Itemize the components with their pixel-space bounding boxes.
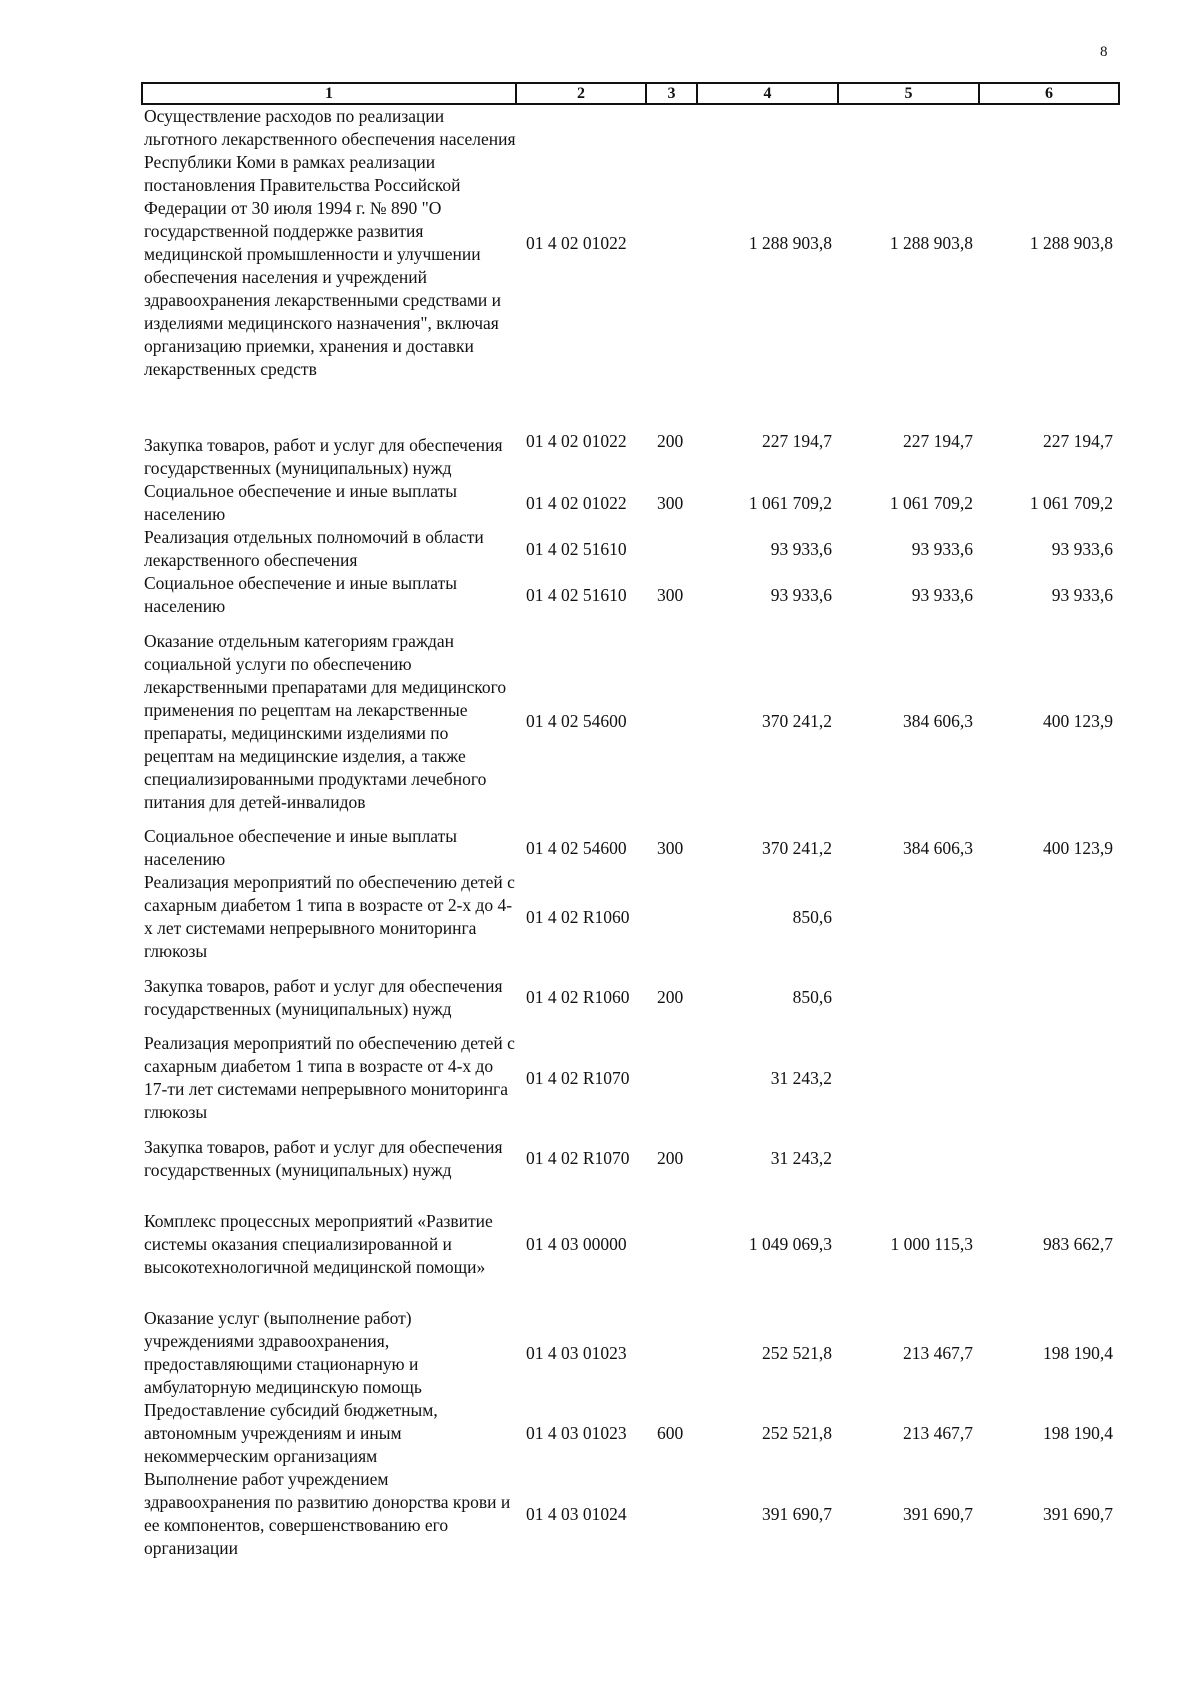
value-col-4: 31 243,2 xyxy=(770,1067,832,1088)
expense-type: 300 xyxy=(657,837,684,858)
target-code: 01 4 02 51610 xyxy=(526,584,627,605)
header-row xyxy=(142,83,1119,104)
expense-type: 200 xyxy=(657,431,684,451)
value-col-5: 213 467,7 xyxy=(903,1343,973,1363)
target-code: 01 4 02 01022 xyxy=(526,492,627,513)
value-col-5: 391 690,7 xyxy=(903,1503,973,1524)
value-col-6: 1 061 709,2 xyxy=(1029,492,1113,513)
value-col-5 xyxy=(838,871,979,963)
value-col-5: 93 933,6 xyxy=(911,584,973,605)
table-row xyxy=(142,526,1119,572)
target-code: 01 4 03 01023 xyxy=(526,1423,627,1443)
expense-name: Реализация мероприятий по обеспечению детей с сахарным диабетом 1 типа в возрасте от 4-х до 17-ти лет системами непрерывного мониторинга глюкозы xyxy=(144,1033,515,1122)
expense-name: Комплекс процессных мероприятий «Развитие системы оказания специализированной и высокотехнологичной медицинской помощи» xyxy=(144,1211,493,1277)
table-row xyxy=(142,871,1119,963)
target-code: 01 4 02 01022 xyxy=(526,232,627,253)
value-col-5: 1 061 709,2 xyxy=(889,492,973,513)
value-col-6: 198 190,4 xyxy=(1043,1343,1113,1363)
page-number: 8 xyxy=(1100,44,1108,60)
target-code: 01 4 02 R1060 xyxy=(526,987,630,1007)
expense-name: Осуществление расходов по реализации льготного лекарственного обеспечения населения Республики Коми в рамках реализации постановления Правительства Российской Федерации от 30 июля 1994 г. № 890 "О государственной поддержке развития медицинской промышленности и улучшении обеспечения населения и учреждений здравоохранения лекарственными средствами и изделиями медицинского назначения", включая организацию приемки, хранения и доставки лекарственных средств xyxy=(144,106,516,379)
value-col-5 xyxy=(838,1032,979,1124)
value-col-5: 384 606,3 xyxy=(903,711,973,731)
target-code: 01 4 03 00000 xyxy=(526,1234,627,1254)
target-code: 01 4 02 01022 xyxy=(526,431,627,451)
target-code: 01 4 03 01023 xyxy=(526,1343,627,1363)
expense-name: Оказание отдельным категориям граждан социальной услуги по обеспечению лекарственными препаратами для медицинского применения по рецептам на лекарственные препараты, медицинскими изделиями по рецептам на медицинские изделия, а также специализированными продуктами лечебного питания для детей-инвалидов xyxy=(144,630,507,812)
target-code: 01 4 02 54600 xyxy=(526,837,627,858)
value-col-6: 400 123,9 xyxy=(1043,711,1113,731)
target-code: 01 4 02 R1070 xyxy=(526,1067,630,1088)
table-row xyxy=(142,104,1119,381)
budget-table xyxy=(141,82,1120,1560)
expense-type: 600 xyxy=(657,1423,684,1443)
value-col-6: 227 194,7 xyxy=(1043,431,1113,451)
header-col-4: 4 xyxy=(697,83,838,104)
expense-type: 300 xyxy=(657,492,684,513)
value-col-4: 850,6 xyxy=(792,906,832,927)
expense-name: Социальное обеспечение и иные выплаты населению xyxy=(144,826,458,869)
expense-type: 300 xyxy=(657,584,684,605)
value-col-6 xyxy=(979,871,1119,963)
table-row xyxy=(142,480,1119,526)
value-col-5 xyxy=(838,963,979,1032)
value-col-5: 93 933,6 xyxy=(911,538,973,559)
value-col-5: 1 288 903,8 xyxy=(889,232,973,253)
value-col-4: 1 061 709,2 xyxy=(748,492,832,513)
value-col-4: 93 933,6 xyxy=(770,538,832,559)
value-col-6: 391 690,7 xyxy=(1043,1503,1113,1524)
value-col-4: 93 933,6 xyxy=(770,584,832,605)
table-row xyxy=(142,1296,1119,1399)
value-col-4: 252 521,8 xyxy=(762,1343,832,1363)
expense-type xyxy=(646,1193,697,1296)
value-col-4: 370 241,2 xyxy=(762,837,832,858)
expense-type: 200 xyxy=(657,987,684,1007)
expense-name: Социальное обеспечение и иные выплаты населению xyxy=(144,481,458,524)
table-body xyxy=(142,104,1119,1560)
header-col-3: 3 xyxy=(646,83,697,104)
value-col-4: 1 288 903,8 xyxy=(748,232,832,253)
target-code: 01 4 02 R1060 xyxy=(526,906,630,927)
target-code: 01 4 02 R1070 xyxy=(526,1148,630,1168)
expense-type: 200 xyxy=(657,1148,684,1168)
value-col-4: 391 690,7 xyxy=(762,1503,832,1524)
value-col-4: 31 243,2 xyxy=(770,1148,832,1168)
value-col-5: 227 194,7 xyxy=(903,431,973,451)
expense-name: Социальное обеспечение и иные выплаты населению xyxy=(144,573,458,616)
value-col-6: 1 288 903,8 xyxy=(1029,232,1113,253)
value-col-6 xyxy=(979,1124,1119,1193)
table-row xyxy=(142,1032,1119,1124)
value-col-6: 93 933,6 xyxy=(1051,584,1113,605)
value-col-5: 213 467,7 xyxy=(903,1423,973,1443)
value-col-4: 370 241,2 xyxy=(762,711,832,731)
expense-type xyxy=(646,1468,697,1560)
expense-type xyxy=(646,1032,697,1124)
expense-name: Закупка товаров, работ и услуг для обеспечения государственных (муниципальных) нужд xyxy=(144,1136,503,1180)
expense-type xyxy=(646,871,697,963)
value-col-6: 93 933,6 xyxy=(1051,538,1113,559)
value-col-4: 252 521,8 xyxy=(762,1423,832,1443)
value-col-6 xyxy=(979,963,1119,1032)
expense-type xyxy=(646,1296,697,1399)
expense-name: Оказание услуг (выполнение работ) учреждениями здравоохранения, предоставляющими стационарную и амбулаторную медицинскую помощь xyxy=(144,1308,422,1397)
expense-name: Закупка товаров, работ и услуг для обеспечения государственных (муниципальных) нужд xyxy=(144,975,503,1019)
table-row xyxy=(142,1124,1119,1193)
value-col-4: 850,6 xyxy=(792,987,832,1007)
expense-type xyxy=(646,104,697,381)
table-row xyxy=(142,381,1119,480)
expense-name: Реализация отдельных полномочий в области лекарственного обеспечения xyxy=(144,527,484,570)
table-row xyxy=(142,963,1119,1032)
header-col-5: 5 xyxy=(838,83,979,104)
table-header xyxy=(142,83,1119,104)
target-code: 01 4 02 54600 xyxy=(526,711,627,731)
table-row xyxy=(142,825,1119,871)
target-code: 01 4 02 51610 xyxy=(526,538,627,559)
value-col-4: 227 194,7 xyxy=(762,431,832,451)
value-col-5: 1 000 115,3 xyxy=(890,1234,973,1254)
expense-name: Выполнение работ учреждением здравоохранения по развитию донорства крови и ее компонентов, совершенствованию его организации xyxy=(144,1469,511,1558)
target-code: 01 4 03 01024 xyxy=(526,1503,627,1524)
table-row xyxy=(142,572,1119,618)
header-col-2: 2 xyxy=(516,83,646,104)
table-row xyxy=(142,618,1119,825)
value-col-6: 400 123,9 xyxy=(1043,837,1113,858)
expense-name: Реализация мероприятий по обеспечению детей с сахарным диабетом 1 типа в возрасте от 2-х до 4-х лет системами непрерывного мониторинга глюкозы xyxy=(144,872,515,961)
value-col-6: 983 662,7 xyxy=(1043,1234,1113,1254)
value-col-5: 384 606,3 xyxy=(903,837,973,858)
expense-type xyxy=(646,618,697,825)
table-row xyxy=(142,1193,1119,1296)
header-col-1: 1 xyxy=(142,83,516,104)
table-row xyxy=(142,1468,1119,1560)
table-row xyxy=(142,1399,1119,1468)
expense-type xyxy=(646,526,697,572)
value-col-5 xyxy=(838,1124,979,1193)
header-col-6: 6 xyxy=(979,83,1119,104)
value-col-6: 198 190,4 xyxy=(1043,1423,1113,1443)
value-col-4: 1 049 069,3 xyxy=(748,1234,832,1254)
expense-name: Предоставление субсидий бюджетным, автономным учреждениям и иным некоммерческим организациям xyxy=(144,1400,438,1466)
expense-name: Закупка товаров, работ и услуг для обеспечения государственных (муниципальных) нужд xyxy=(144,435,503,478)
value-col-6 xyxy=(979,1032,1119,1124)
